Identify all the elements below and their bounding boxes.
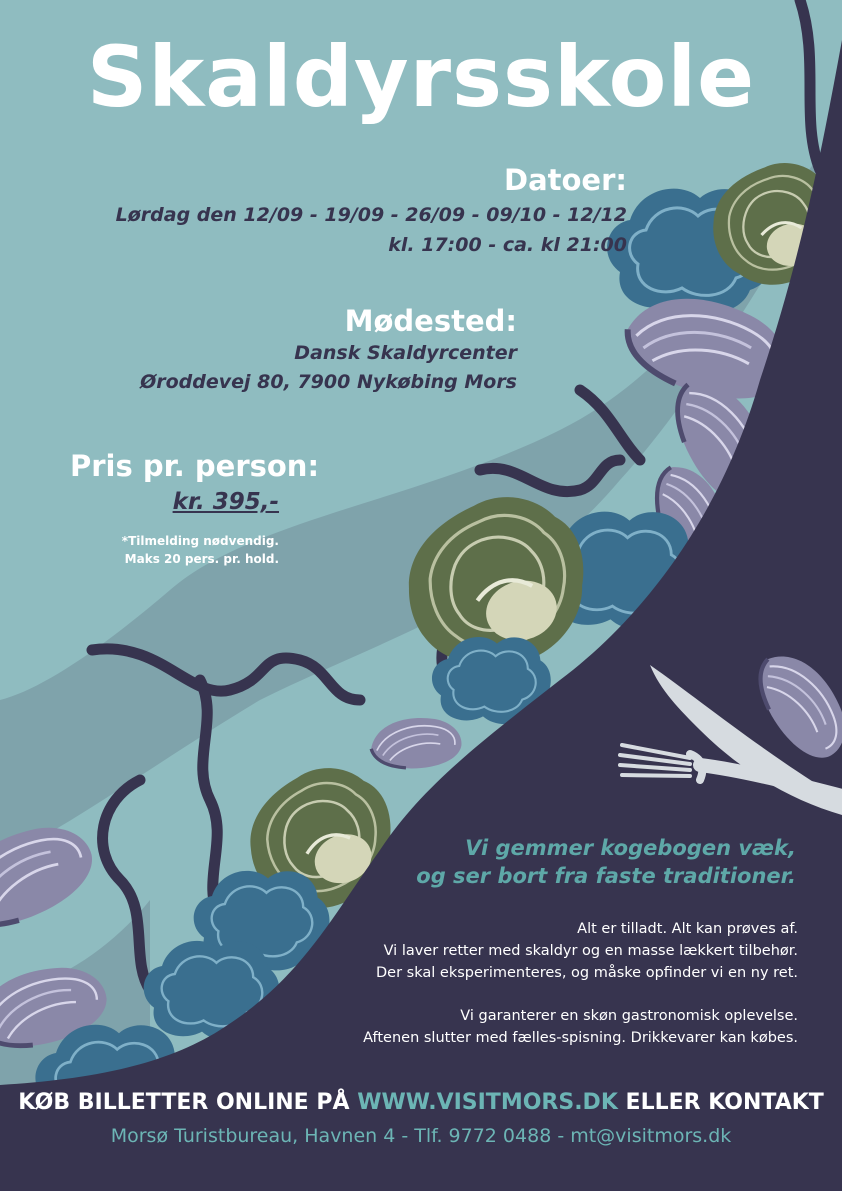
website-link[interactable]: WWW.VISITMORS.DK [357,1090,618,1115]
venue-address: Øroddevej 80, 7900 Nykøbing Mors [140,371,517,393]
description-line: Alt er tilladt. Alt kan prøves af. [577,921,798,937]
meeting-place-label: Mødested: [344,304,517,338]
venue-name: Dansk Skaldyrcenter [294,342,517,364]
price-label: Pris pr. person: [70,449,320,483]
dates-text: Lørdag den 12/09 - 19/09 - 26/09 - 09/10 - 12/12 [115,204,627,226]
capacity-note: Maks 20 pers. pr. hold. [124,552,279,566]
ticket-cta [0,1090,842,1115]
description-line: Vi laver retter med skaldyr og en masse lækkert tilbehør. [383,943,798,959]
description-line: Aftenen slutter med fælles-spisning. Drikkevarer kan købes. [363,1030,798,1046]
description-line: Vi garanterer en skøn gastronomisk oplevelse. [460,1008,798,1024]
mussel-icon [369,714,464,772]
registration-note: *Tilmelding nødvendig. [121,534,279,548]
poster-title: Skaldyrsskole [86,28,756,126]
cta-prefix: KØB BILLETTER ONLINE PÅ [18,1090,350,1115]
description-line: Der skal eksperimenteres, og måske opfinder vi en ny ret. [376,965,798,981]
tagline-line-2: og ser bort fra faste traditioner. [416,864,796,888]
tagline-line-1: Vi gemmer kogebogen væk, [465,836,796,860]
cta-suffix: ELLER KONTAKT [625,1090,824,1115]
price-value: kr. 395,- [172,489,279,515]
dates-label: Datoer: [504,163,627,197]
contact-info: Morsø Turistbureau, Havnen 4 - Tlf. 9772 0488 - mt@visitmors.dk [110,1125,732,1147]
time-text: kl. 17:00 - ca. kl 21:00 [388,234,627,256]
